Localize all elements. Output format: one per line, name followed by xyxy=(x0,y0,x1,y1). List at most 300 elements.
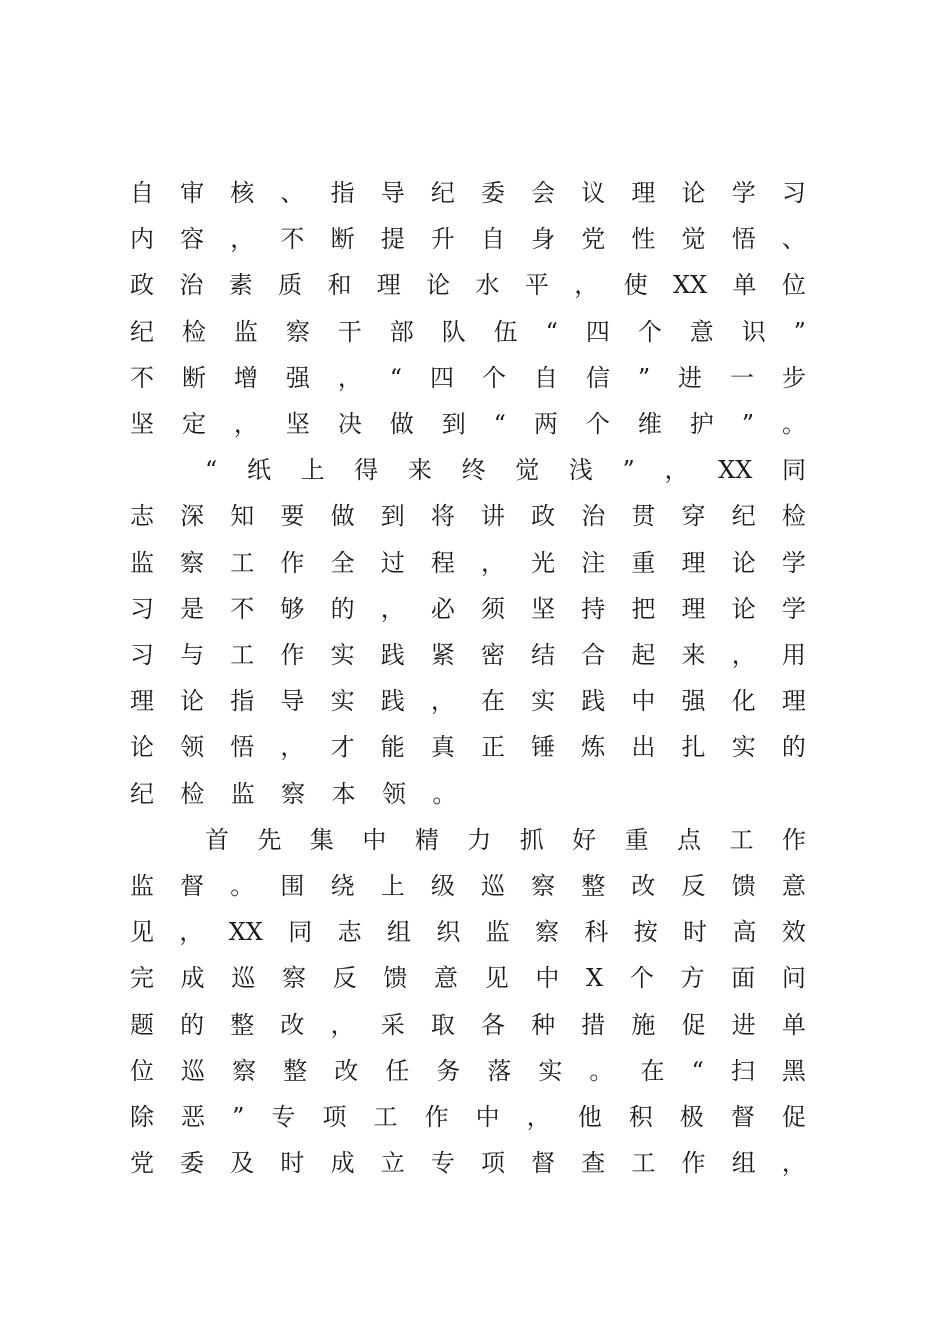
glyph: 做 xyxy=(389,410,414,438)
glyph: XX xyxy=(672,271,708,300)
glyph: 性 xyxy=(631,225,656,254)
glyph: 好 xyxy=(572,825,597,854)
glyph: 按 xyxy=(633,918,658,947)
glyph: 、 xyxy=(280,179,305,207)
glyph: 问 xyxy=(781,964,806,993)
text-line xyxy=(130,496,806,536)
glyph: 终 xyxy=(461,456,486,485)
glyph: 习 xyxy=(781,179,806,207)
glyph: 平 xyxy=(524,271,549,300)
text-line xyxy=(130,958,806,998)
glyph: 理 xyxy=(681,594,706,623)
glyph: 监 xyxy=(130,548,154,577)
glyph: 到 xyxy=(380,502,405,531)
text-line xyxy=(130,1143,806,1183)
glyph: 上 xyxy=(300,456,325,485)
glyph: 成 xyxy=(330,1149,355,1178)
glyph: 馈 xyxy=(383,964,408,993)
glyph: 紧 xyxy=(430,641,455,669)
glyph: 自 xyxy=(130,179,154,207)
text-line xyxy=(205,450,806,490)
glyph: 指 xyxy=(230,687,255,716)
glyph: ， xyxy=(781,1149,806,1178)
glyph: 重 xyxy=(624,825,649,854)
glyph: 水 xyxy=(475,271,500,300)
glyph: 立 xyxy=(380,1149,405,1178)
glyph: 各 xyxy=(480,1010,505,1039)
glyph: 察 xyxy=(281,779,306,808)
glyph: 察 xyxy=(285,317,310,346)
glyph: 工 xyxy=(631,1149,656,1178)
glyph: 学 xyxy=(731,179,756,207)
glyph: 化 xyxy=(731,687,756,716)
glyph: 专 xyxy=(271,1103,296,1131)
glyph: 上 xyxy=(380,872,405,900)
text-line xyxy=(205,820,806,860)
glyph: 自 xyxy=(533,363,558,392)
text-line xyxy=(130,312,806,352)
glyph: 意 xyxy=(781,872,806,900)
glyph: 取 xyxy=(430,1010,455,1039)
glyph: 监 xyxy=(485,918,510,947)
glyph: 单 xyxy=(781,1010,806,1039)
glyph: 级 xyxy=(430,872,455,900)
glyph: 反 xyxy=(332,964,357,993)
glyph: 积 xyxy=(628,1103,653,1131)
glyph: “ xyxy=(389,363,403,392)
glyph: 本 xyxy=(331,779,356,808)
glyph: 见 xyxy=(130,918,154,947)
glyph: 纪 xyxy=(430,179,455,207)
glyph: ， xyxy=(526,1103,551,1131)
glyph: 同 xyxy=(288,918,313,947)
glyph: 纪 xyxy=(130,779,154,808)
glyph: 理 xyxy=(631,179,656,207)
glyph: 用 xyxy=(781,641,806,669)
glyph: 增 xyxy=(233,363,258,392)
glyph: 务 xyxy=(436,1056,461,1085)
glyph: 促 xyxy=(681,1010,706,1039)
glyph: 落 xyxy=(487,1056,512,1085)
glyph: 先 xyxy=(257,825,282,854)
glyph: 素 xyxy=(228,271,253,300)
glyph: 理 xyxy=(376,271,401,300)
glyph: ， xyxy=(574,271,599,300)
glyph: 高 xyxy=(732,918,757,947)
glyph: 工 xyxy=(373,1103,398,1131)
glyph: 过 xyxy=(380,548,405,577)
glyph: 断 xyxy=(330,225,355,254)
glyph: ， xyxy=(233,410,258,438)
glyph: 光 xyxy=(531,548,556,577)
glyph: 黑 xyxy=(781,1056,806,1085)
text-line xyxy=(130,866,806,906)
glyph: 中 xyxy=(535,964,560,993)
glyph: 察 xyxy=(232,1056,257,1085)
glyph: 核 xyxy=(230,179,255,207)
glyph: 题 xyxy=(130,1010,154,1039)
text-line xyxy=(130,265,806,305)
glyph: 意 xyxy=(434,964,459,993)
glyph: 中 xyxy=(631,687,656,716)
glyph: 抓 xyxy=(519,825,544,854)
glyph: 首 xyxy=(205,825,229,854)
glyph: 效 xyxy=(781,918,806,947)
glyph: 穿 xyxy=(681,502,706,531)
glyph: 在 xyxy=(480,687,505,716)
text-line xyxy=(130,219,806,259)
glyph: ” xyxy=(741,410,754,438)
glyph: 围 xyxy=(280,872,305,900)
glyph: 巡 xyxy=(181,1056,206,1085)
glyph: 到 xyxy=(441,410,466,438)
glyph: “ xyxy=(493,410,506,438)
glyph: 时 xyxy=(683,918,708,947)
glyph: X xyxy=(586,964,604,993)
glyph: 察 xyxy=(282,964,307,993)
glyph: 检 xyxy=(180,779,205,808)
glyph: 检 xyxy=(181,317,206,346)
glyph: 成 xyxy=(180,964,205,993)
glyph: 点 xyxy=(677,825,702,854)
glyph: 纪 xyxy=(731,502,756,531)
glyph: 理 xyxy=(681,548,706,577)
glyph: 维 xyxy=(637,410,662,438)
glyph: 持 xyxy=(581,594,606,623)
glyph: ” xyxy=(232,1103,245,1131)
glyph: 习 xyxy=(130,594,154,623)
glyph: 他 xyxy=(577,1103,602,1131)
text-line xyxy=(130,173,806,213)
glyph: 来 xyxy=(681,641,706,669)
glyph: 学 xyxy=(781,548,806,577)
glyph: 。 xyxy=(432,779,457,808)
glyph: 巡 xyxy=(480,872,505,900)
glyph: 讲 xyxy=(480,502,505,531)
glyph: 组 xyxy=(386,918,411,947)
glyph: 浅 xyxy=(568,456,593,485)
glyph: 位 xyxy=(781,271,806,300)
glyph: 实 xyxy=(531,687,556,716)
glyph: 实 xyxy=(330,641,355,669)
glyph: 意 xyxy=(689,317,714,346)
glyph: 审 xyxy=(180,179,205,207)
glyph: 才 xyxy=(330,733,355,762)
glyph: 实 xyxy=(538,1056,563,1085)
glyph: 治 xyxy=(179,271,204,300)
glyph: 践 xyxy=(380,641,405,669)
glyph: 恶 xyxy=(181,1103,206,1131)
glyph: 密 xyxy=(480,641,505,669)
glyph: 论 xyxy=(180,687,205,716)
glyph: 导 xyxy=(380,179,405,207)
glyph: 的 xyxy=(180,1010,205,1039)
glyph: 论 xyxy=(130,733,154,762)
glyph: 信 xyxy=(585,363,610,392)
glyph: 理 xyxy=(781,687,806,716)
glyph: 扎 xyxy=(681,733,706,762)
glyph: ， xyxy=(280,733,305,762)
glyph: 改 xyxy=(334,1056,359,1085)
glyph: “ xyxy=(205,456,218,485)
glyph: 论 xyxy=(731,594,756,623)
glyph: 质 xyxy=(278,271,303,300)
glyph: 作 xyxy=(280,548,305,577)
glyph: 见 xyxy=(484,964,509,993)
glyph: 工 xyxy=(230,641,255,669)
glyph: 护 xyxy=(689,410,714,438)
glyph: ， xyxy=(380,594,405,623)
glyph: 个 xyxy=(637,317,662,346)
glyph: 任 xyxy=(385,1056,410,1085)
glyph: 要 xyxy=(280,502,305,531)
glyph: 炼 xyxy=(581,733,606,762)
glyph: 组 xyxy=(731,1149,756,1178)
glyph: 。 xyxy=(230,872,255,900)
glyph: 深 xyxy=(180,502,205,531)
glyph: 。 xyxy=(589,1056,614,1085)
glyph: 作 xyxy=(280,641,305,669)
glyph: 将 xyxy=(430,502,455,531)
glyph: 导 xyxy=(280,687,305,716)
glyph: 中 xyxy=(475,1103,500,1131)
glyph: 知 xyxy=(230,502,255,531)
glyph: 不 xyxy=(230,594,255,623)
text-line xyxy=(130,912,806,952)
glyph: 和 xyxy=(327,271,352,300)
glyph: ” xyxy=(793,317,806,346)
glyph: 强 xyxy=(681,687,706,716)
glyph: 升 xyxy=(430,225,455,254)
glyph: 项 xyxy=(480,1149,505,1178)
glyph: 及 xyxy=(230,1149,255,1178)
glyph: 部 xyxy=(389,317,414,346)
glyph: 查 xyxy=(581,1149,606,1178)
glyph: 进 xyxy=(731,1010,756,1039)
text-line xyxy=(130,589,806,629)
glyph: 治 xyxy=(581,502,606,531)
text-line xyxy=(130,1005,806,1045)
glyph: 悟 xyxy=(230,733,255,762)
glyph: 起 xyxy=(631,641,656,669)
glyph: 扫 xyxy=(730,1056,755,1085)
glyph: 四 xyxy=(430,363,454,392)
glyph: 督 xyxy=(180,872,205,900)
glyph: 锤 xyxy=(531,733,556,762)
glyph: ， xyxy=(664,456,689,485)
glyph: 贯 xyxy=(631,502,656,531)
glyph: ， xyxy=(337,363,362,392)
glyph: 单 xyxy=(732,271,757,300)
glyph: 方 xyxy=(680,964,705,993)
glyph: 队 xyxy=(441,317,466,346)
glyph: 自 xyxy=(480,225,505,254)
glyph: 监 xyxy=(230,779,255,808)
glyph: 科 xyxy=(584,918,609,947)
glyph: 领 xyxy=(381,779,406,808)
glyph: 采 xyxy=(380,1010,405,1039)
glyph: 工 xyxy=(729,825,754,854)
glyph: 内 xyxy=(130,225,154,254)
glyph: 委 xyxy=(180,1149,205,1178)
glyph: 察 xyxy=(531,872,556,900)
glyph: 领 xyxy=(180,733,205,762)
text-line xyxy=(130,681,806,721)
glyph: XX xyxy=(228,918,263,947)
text-line xyxy=(130,635,806,675)
text-line xyxy=(130,727,806,767)
glyph: 论 xyxy=(731,548,756,577)
glyph: 指 xyxy=(330,179,355,207)
glyph: 论 xyxy=(426,271,451,300)
glyph: 检 xyxy=(781,502,806,531)
glyph: 。 xyxy=(781,410,806,438)
glyph: 与 xyxy=(180,641,205,669)
glyph: 提 xyxy=(380,225,405,254)
glyph: 织 xyxy=(436,918,461,947)
glyph: 重 xyxy=(631,548,656,577)
glyph: 践 xyxy=(380,687,405,716)
glyph: 断 xyxy=(181,363,206,392)
glyph: 理 xyxy=(130,687,154,716)
glyph: 极 xyxy=(679,1103,704,1131)
glyph: 步 xyxy=(781,363,806,392)
glyph: 坚 xyxy=(531,594,556,623)
glyph: 作 xyxy=(681,1149,706,1178)
glyph: ” xyxy=(637,363,651,392)
glyph: 会 xyxy=(531,179,556,207)
glyph: 觉 xyxy=(515,456,540,485)
glyph: 论 xyxy=(681,179,706,207)
glyph: 真 xyxy=(430,733,455,762)
glyph: 专 xyxy=(430,1149,455,1178)
glyph: 作 xyxy=(781,825,806,854)
glyph: 全 xyxy=(330,548,355,577)
glyph: 作 xyxy=(424,1103,449,1131)
glyph: 工 xyxy=(230,548,255,577)
glyph: 督 xyxy=(531,1149,556,1178)
glyph: 纪 xyxy=(130,317,154,346)
glyph: 悟 xyxy=(731,225,756,254)
glyph: 学 xyxy=(781,594,806,623)
glyph: 中 xyxy=(362,825,387,854)
glyph: XX xyxy=(718,456,753,485)
glyph: 力 xyxy=(467,825,492,854)
text-line xyxy=(130,543,806,583)
glyph: ， xyxy=(430,687,455,716)
glyph: 志 xyxy=(130,502,154,531)
glyph: 容 xyxy=(180,225,205,254)
glyph: 察 xyxy=(535,918,560,947)
glyph: 坚 xyxy=(285,410,310,438)
text-line xyxy=(130,774,806,814)
glyph: 监 xyxy=(130,872,154,900)
glyph: 个 xyxy=(629,964,654,993)
glyph: 整 xyxy=(230,1010,255,1039)
glyph: ， xyxy=(179,918,204,947)
glyph: ， xyxy=(731,641,756,669)
glyph: 除 xyxy=(130,1103,154,1131)
glyph: 面 xyxy=(731,964,756,993)
glyph: 种 xyxy=(531,1010,556,1039)
glyph: 馈 xyxy=(731,872,756,900)
glyph: 改 xyxy=(631,872,656,900)
glyph: 来 xyxy=(407,456,432,485)
glyph: “ xyxy=(545,317,558,346)
glyph: 集 xyxy=(309,825,334,854)
glyph: 识 xyxy=(741,317,766,346)
glyph: 反 xyxy=(681,872,706,900)
glyph: 监 xyxy=(233,317,258,346)
text-line xyxy=(130,1097,806,1137)
glyph: 够 xyxy=(280,594,305,623)
glyph: 合 xyxy=(581,641,606,669)
glyph: 身 xyxy=(531,225,556,254)
glyph: 绕 xyxy=(330,872,355,900)
glyph: 坚 xyxy=(130,410,154,438)
glyph: 精 xyxy=(414,825,439,854)
glyph: 一 xyxy=(730,363,754,392)
glyph: 政 xyxy=(130,271,154,300)
glyph: 的 xyxy=(330,594,355,623)
glyph: 是 xyxy=(180,594,205,623)
glyph: 把 xyxy=(631,594,656,623)
glyph: ” xyxy=(622,456,635,485)
glyph: 在 xyxy=(640,1056,665,1085)
glyph: 强 xyxy=(285,363,310,392)
glyph: 不 xyxy=(130,363,154,392)
glyph: 进 xyxy=(678,363,703,392)
glyph: 得 xyxy=(354,456,379,485)
glyph: 伍 xyxy=(493,317,518,346)
glyph: 结 xyxy=(531,641,556,669)
glyph: 必 xyxy=(430,594,455,623)
glyph: 定 xyxy=(181,410,206,438)
glyph: 察 xyxy=(180,548,205,577)
glyph: 巡 xyxy=(231,964,256,993)
glyph: 时 xyxy=(280,1149,305,1178)
glyph: 做 xyxy=(330,502,355,531)
glyph: 措 xyxy=(581,1010,606,1039)
glyph: 践 xyxy=(581,687,606,716)
glyph: 督 xyxy=(730,1103,755,1131)
glyph: 决 xyxy=(337,410,362,438)
glyph: 改 xyxy=(280,1010,305,1039)
glyph: 实 xyxy=(731,733,756,762)
glyph: 位 xyxy=(130,1056,154,1085)
glyph: 政 xyxy=(531,502,556,531)
glyph: ， xyxy=(480,548,505,577)
glyph: 个 xyxy=(585,410,610,438)
glyph: 个 xyxy=(481,363,506,392)
glyph: 能 xyxy=(380,733,405,762)
glyph: ， xyxy=(330,1010,355,1039)
glyph: 的 xyxy=(781,733,806,762)
text-line xyxy=(130,1051,806,1091)
glyph: 习 xyxy=(130,641,154,669)
glyph: 程 xyxy=(430,548,455,577)
glyph: “ xyxy=(691,1056,704,1085)
glyph: 党 xyxy=(581,225,606,254)
glyph: 施 xyxy=(631,1010,656,1039)
glyph: 觉 xyxy=(681,225,706,254)
glyph: 同 xyxy=(781,456,806,485)
glyph: 促 xyxy=(781,1103,806,1131)
glyph: 党 xyxy=(130,1149,154,1178)
glyph: 完 xyxy=(130,964,154,993)
glyph: 、 xyxy=(781,225,806,254)
text-line xyxy=(130,404,806,444)
